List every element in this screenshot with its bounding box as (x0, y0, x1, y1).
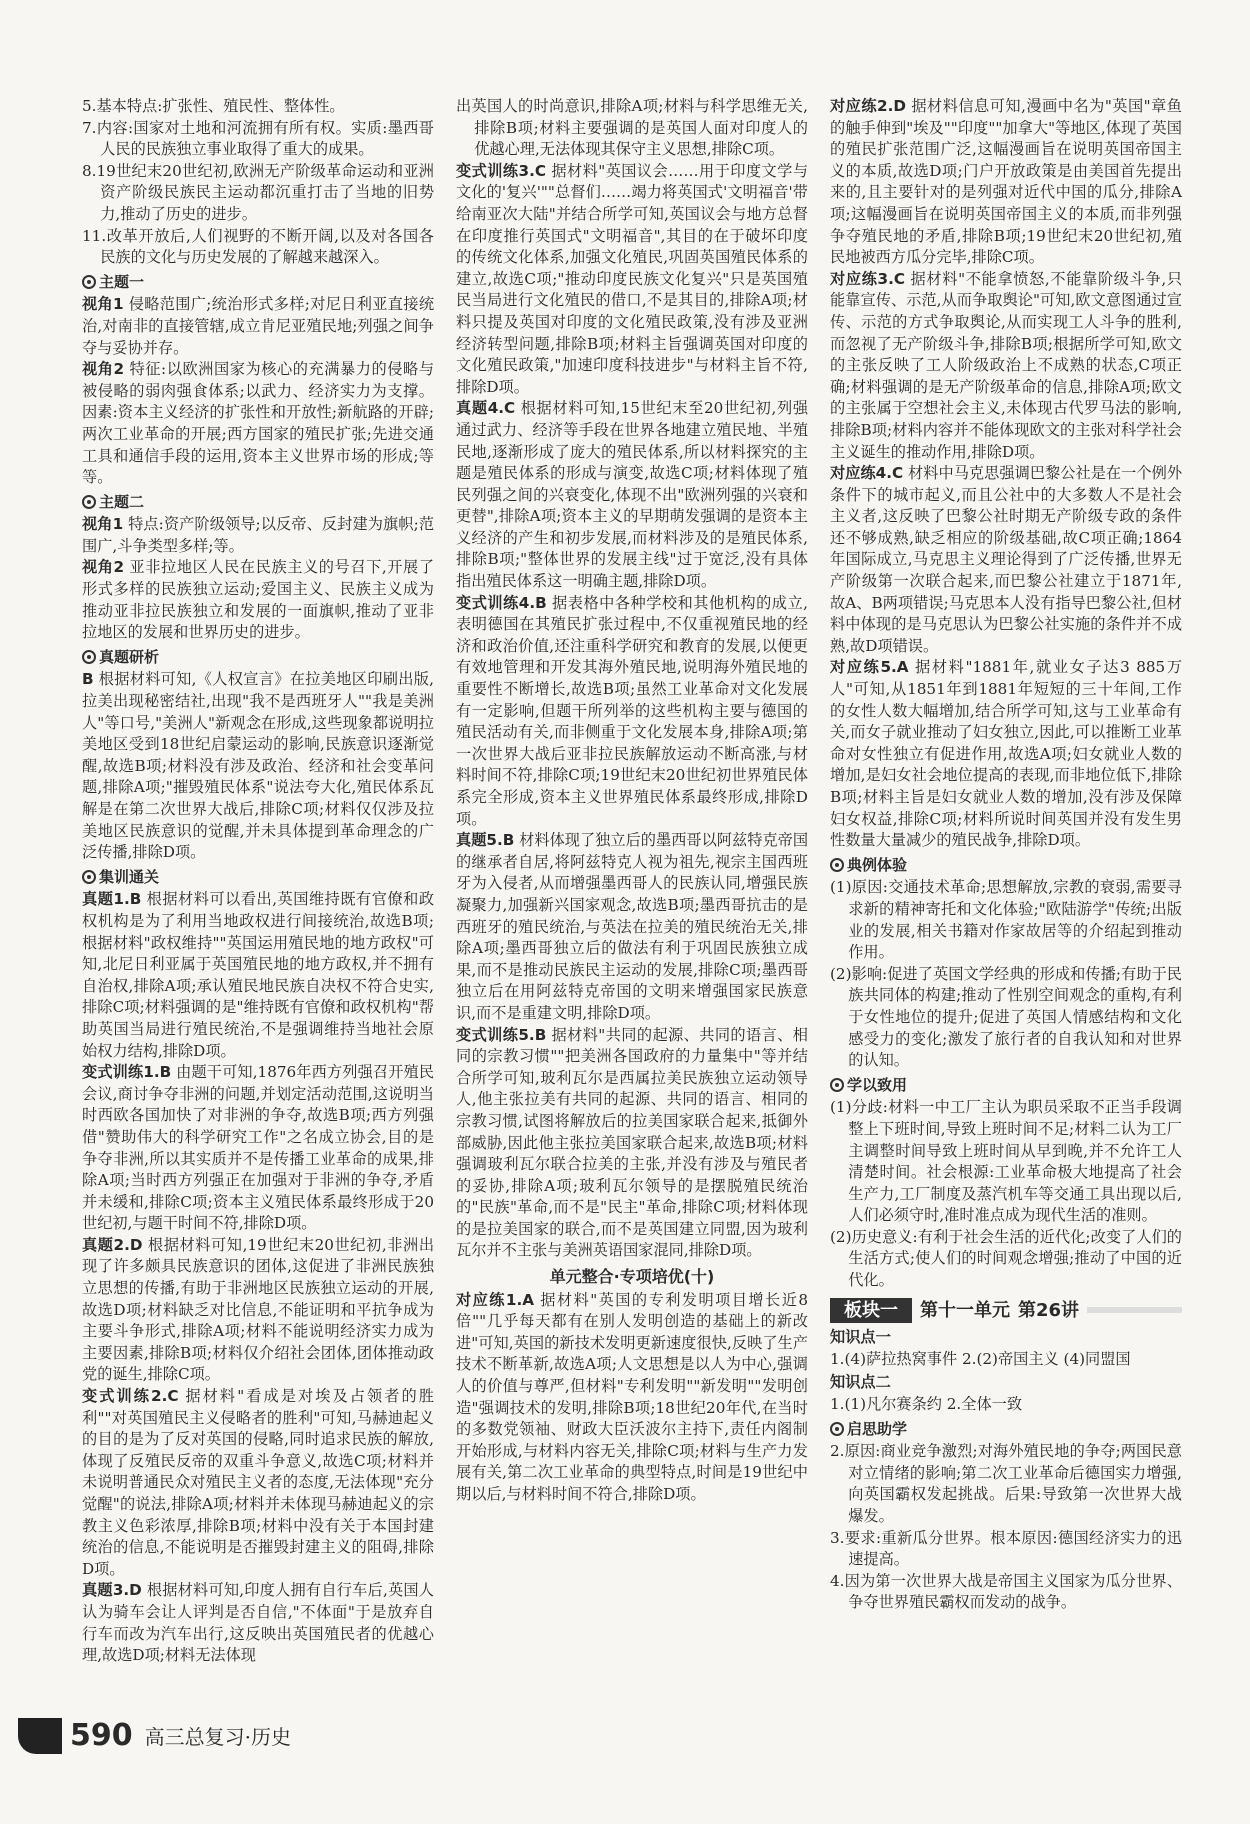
section-heading-text: 集训通关 (99, 867, 160, 886)
banner-tag: 板块一 (830, 1298, 912, 1324)
section-heading (82, 272, 434, 294)
section-heading-text: 真题研析 (99, 647, 160, 666)
paragraph (82, 294, 434, 359)
paragraph (82, 359, 434, 489)
bullseye-icon (82, 870, 96, 884)
column-left (82, 96, 434, 1667)
paragraph (830, 877, 1182, 963)
bullseye-icon (830, 1078, 844, 1092)
section-heading-text: 典例体验 (847, 855, 908, 874)
paragraph (82, 118, 434, 161)
answer-label: 真题5.B (456, 831, 515, 850)
paragraph (456, 161, 808, 399)
paragraph (830, 96, 1182, 269)
paragraph-text: 据表格中各种学校和其他机构的成立,表明德国在其殖民扩张过程中,不仅重视殖民地的经济和政治价值,还注重科学研究和教育的发展,以便更有效地管理和开发其海外殖民地,说明海外殖民地的重要性不断增长,故选B项;虽然工业革命对文化发展有一定影响,但题干所列举的这些机构主要与德国的殖民活动有关,而非侧重于文化发展本身,排除A项;第一次世界大战后亚非拉民族解放运动不断高涨,与材料时间不符,排除C项;19世纪末20世纪初世界殖民体系完全形成,资本主义世界殖民体系最终形成,排除D项。 (456, 593, 809, 828)
paragraph (456, 1290, 808, 1506)
paragraph-text: 据材料"共同的起源、共同的语言、相同的宗教习惯""把美洲各国政府的力量集中"等并结合所学可知,玻利瓦尔是西属拉美民族独立运动领导人,他主张拉美有共同的起源、共同的语言、相同的宗教习惯,试图将解放后的拉美国家联合起来,抵御外部威胁,因此他主张拉美国家联合起来,故选B项;材料强调玻利瓦尔联合拉美的主张,并没有涉及与殖民者的妥协,排除A项;玻利瓦尔领导的是摆脱殖民统治的"民族"革命,而不是"民主"革命,排除C项;材料体现的是拉美国家的联合,而不是英国建立同盟,因为玻利瓦尔并不主张与美洲英语国家混同,排除D项。 (456, 1025, 808, 1260)
paragraph-text: 材料中马克思强调巴黎公社是在一个例外条件下的城市起义,而且公社中的大多数人不是社会主义者,这反映了巴黎公社时期无产阶级专政的条件还不够成熟,缺乏相应的阶级基础,故C项正确;1864年国际成立,马克思主义理论得到了广泛传播,世界无产阶级第一次联合起来,而巴黎公社建立于1871年,故A、B两项错误;马克思本人没有指导巴黎公社,但材料中体现的是马克思认为巴黎公社实施的条件并不成熟,故D项错误。 (830, 464, 1183, 655)
answer-label: 对应练2.D (830, 97, 906, 115)
answer-label: 视角1 (82, 515, 124, 534)
paragraph (456, 398, 808, 592)
paragraph (830, 964, 1182, 1072)
paragraph-text: 1.(1)凡尔赛条约 2.全体一致 (830, 1395, 1023, 1414)
paragraph-text: 根据材料可知,《人权宣言》在拉美地区印刷出版,拉美出现秘密结社,出现"我不是西班牙人""我是美洲人"等口号,"美洲人"新观念在形成,这些现象都说明拉美地区受到18世纪启蒙运动的影响,民族意识逐渐觉醒,故选B项;材料没有涉及政治、经济和社会变革问题,排除A项;"摧毁殖民体系"说法夸大化,殖民体系瓦解是在第二次世界大战后,排除C项;材料仅仅涉及拉美地区民族意识的觉醒,并未具体提到革命理念的广泛传播,排除D项。 (82, 670, 435, 862)
answer-label: 对应练1.A (456, 1290, 535, 1309)
paragraph (830, 1394, 1182, 1416)
paragraph-text: 2.原因:商业竞争激烈;对海外殖民地的争夺;两国民意对立情绪的影响;第二次工业革命后德国实力增强,向英国霸权发起挑战。后果:导致第一次世界大战爆发。 (830, 1442, 1182, 1525)
paragraph (830, 1349, 1182, 1371)
paragraph-text: 亚非拉地区人民在民族主义的号召下,开展了形式多样的民族独立运动;爱国主义、民族主义成为推动亚非拉民族独立和发展的一面旗帜,推动了亚非拉地区的发展和世界历史的进步。 (82, 558, 435, 642)
paragraph-text: 特征:以欧洲国家为核心的充满暴力的侵略与被侵略的弱肉强食体系;以武力、经济实力为支撑。因素:资本主义经济的扩张性和开放性;新航路的开辟;两次工业革命的开展;西方国家的殖民扩张;先进交通工具和通信手段的运用,资本主义世界市场的形成;等等。 (82, 360, 435, 487)
paragraph (82, 1062, 434, 1235)
paragraph-text: 5.基本特点:扩张性、殖民性、整体性。 (82, 97, 345, 115)
paragraph-text: (2)历史意义:有利于社会生活的近代化;改变了人们的生活方式;使人们的时间观念增强;推动了中国的近代化。 (830, 1227, 1182, 1290)
paragraph (456, 1025, 808, 1263)
section-heading-text: 主题一 (99, 272, 145, 291)
paragraph-text: 据材料"1881年,就业女子达3 885万人"可知,从1851年到1881年短短的三十年间,工作的女性人数大幅增加,结合所学可知,这与工业革命有关,而女子就业推动了妇女独立,因此,可以推断工业革命对女性独立有促进作用,故选A项;妇女就业人数的增加,是妇女社会地位提高的表现,而非地位低下,排除B项;材料主旨是妇女就业人数的增加,没有涉及保障妇女权益,排除C项;材料所说时间英国并没有发生男性数量大量减少的殖民战争,排除D项。 (830, 658, 1183, 850)
knowledge-point-heading: 知识点二 (830, 1373, 891, 1392)
book-title: 高三总复习·历史 (144, 1725, 291, 1749)
paragraph-text: 3.要求:重新瓜分世界。根本原因:德国经济实力的迅速提高。 (830, 1528, 1182, 1569)
answer-label: 变式训练3.C (456, 161, 547, 180)
paragraph (82, 1386, 434, 1580)
answer-label: 视角1 (82, 295, 124, 314)
knowledge-point-heading: 知识点一 (830, 1328, 891, 1347)
section-heading (830, 1419, 1182, 1441)
bullseye-icon (830, 858, 844, 872)
paragraph-text: 由题干可知,1876年西方列强召开殖民会议,商讨争夺非洲的问题,并划定活动范围,这说明当时西欧各国加快了对非洲的争夺,故选B项;西方列强借"赞助伟大的科学研究工作"之名成立协会,目的是争夺非洲,所以其实质并不是传播工业革命的成果,排除A项;当时西方列强正在加强对于非洲的争夺,矛盾并未缓和,排除C项;资本主义殖民体系最终形成于20世纪初,与题干时间不符,排除D项。 (82, 1063, 435, 1233)
answer-label: 对应练5.A (830, 658, 909, 677)
paragraph-text: 材料体现了独立后的墨西哥以阿兹特克帝国的继承者自居,将阿兹特克人视为祖先,视宗主国西班牙为入侵者,从而增强墨西哥人的民族认同,增强民族凝聚力,加强新兴国家观念,故选B项;墨西哥抗击的是西班牙的殖民统治,与英法在拉美的殖民统治无关,排除A项;墨西哥独立后的做法有利于巩固民族独立成果,而不是推动民族民主运动的发展,排除C项;墨西哥独立后在用阿兹特克帝国的文明来增强国家民族意识,而不是重建文明,排除D项。 (456, 831, 809, 1022)
section-heading-text: 启思助学 (847, 1419, 908, 1438)
answer-label: 真题2.D (82, 1235, 143, 1254)
banner-lecture: 第26讲 (1018, 1299, 1080, 1321)
paragraph (82, 669, 434, 863)
paragraph (456, 96, 808, 161)
paragraph (82, 1235, 434, 1386)
section-heading-text: 学以致用 (847, 1075, 908, 1094)
paragraph-text: 据材料"英国的专利发明项目增长近8倍""几乎每天都有在别人发明创造的基础上的新改进"可知,英国的新技术发明更新速度很快,反映了生产技术不断革新,故选A项;人文思想是以人为中心,强调人的价值与尊严,但材料"专利发明""新发明""发明创造"强调技术的发明,排除B项;18世纪20年代,在当时的多数党领袖、财政大臣沃波尔主持下,责任内阁制开始形成,与材料内容无关,排除C项;材料与生产力发展有关,第二次工业革命的典型特点,时间是19世纪中期以后,与材料时间不符合,排除D项。 (456, 1290, 808, 1503)
bullseye-icon (82, 275, 96, 289)
section-heading-text: 主题二 (99, 492, 145, 511)
paragraph-text: 8.19世纪末20世纪初,欧洲无产阶级革命运动和亚洲资产阶级民族民主运动都沉重打击了当地的旧势力,推动了历史的进步。 (82, 161, 434, 223)
paragraph-text: 根据材料可知,印度人拥有自行车后,英国人认为骑车会让人评判是否自信,"不体面"于是放弃自行车而改为汽车出行,这反映出英国殖民者的优越心理,故选D项;材料无法体现 (82, 1581, 434, 1665)
answer-label: 视角2 (82, 558, 125, 577)
answer-label: B (82, 670, 94, 689)
section-heading (830, 855, 1182, 877)
paragraph (830, 657, 1182, 851)
lesson-banner (830, 1298, 1182, 1324)
answer-label: 变式训练5.B (456, 1025, 547, 1044)
paragraph (830, 1528, 1182, 1571)
section-heading (82, 492, 434, 514)
paragraph (830, 1571, 1182, 1614)
answer-label: 对应练4.C (830, 464, 904, 483)
paragraph-text: 出英国人的时尚意识,排除A项;材料与科学思维无关,排除B项;材料主要强调的是英国人面对印度人的优越心理,无法体现其保守主义思想,排除C项。 (456, 97, 808, 159)
answer-label: 变式训练4.B (456, 593, 547, 612)
paragraph (830, 463, 1182, 657)
bullseye-icon (82, 650, 96, 664)
answer-label: 变式训练2.C (82, 1387, 179, 1406)
paragraph-text: 特点:资产阶级领导;以反帝、反封建为旗帜;范围广,斗争类型多样;等。 (82, 515, 435, 555)
answer-label: 真题4.C (456, 399, 516, 418)
bullseye-icon (82, 495, 96, 509)
paragraph-text: 7.内容:国家对土地和河流拥有所有权。实质:墨西哥人民的民族独立事业取得了重大的成果。 (82, 118, 434, 159)
answer-label: 视角2 (82, 360, 125, 379)
column-right (830, 96, 1182, 1614)
section-heading (82, 867, 434, 889)
paragraph (82, 161, 434, 226)
paragraph-text: (1)原因:交通技术革命;思想解放,宗教的衰弱,需要寻求新的精神寄托和文化体验;"欧陆游学"传统;出版业的发展,相关书籍对作家故居等的介绍起到推动作用。 (830, 878, 1182, 962)
answer-label: 真题3.D (82, 1581, 142, 1600)
paragraph (456, 593, 808, 831)
paragraph-text: 根据材料可以看出,英国维持既有官僚和政权机构是为了利用当地政权进行间接统治,故选B项;根据材料"政权维持""英国运用殖民地的地方政权"可知,北尼日利亚属于英国殖民地的地方政权,并不拥有自治权,排除A项;承认殖民地民族自决权不符合史实,排除C项;材料强调的是"维持既有官僚和政权机构"帮助英国当局进行殖民统治,不是强调维持当地社会原始权力结构,排除D项。 (82, 890, 435, 1060)
paragraph-text: 根据材料可知,19世纪末20世纪初,非洲出现了许多颇具民族意识的团体,这促进了非洲民族独立思想的传播,有助于非洲地区民族独立运动的开展,故选D项;材料缺乏对比信息,不能证明和平抗争成为主要斗争形式,排除A项;材料不能说明经济实力成为主要因素,排除B项;材料仅介绍社会团体,团体推动政党的诞生,排除C项。 (82, 1235, 435, 1384)
bullseye-icon (830, 1422, 844, 1436)
paragraph-text: 1.(4)萨拉热窝事件 2.(2)帝国主义 (4)同盟国 (830, 1349, 1131, 1368)
paragraph (82, 514, 434, 557)
paragraph-text: 据材料"英国议会……用于印度文学与文化的'复兴'""总督们……竭力将英国式'文明福音'带给南亚次大陆"并结合所学可知,英国议会与地方总督在印度推行英国式"文明福音",其目的在于破坏印度的传统文化体系,加强文化殖民,巩固英国殖民体系的建立,故选C项;"推动印度民族文化复兴"只是英国殖民当局进行文化殖民的借口,不是其目的,排除A项;材料只提及英国对印度的文化殖民政策,没有涉及亚洲经济转型问题,排除B项;材料主旨强调英国对印度的文化殖民政策,"加速印度科技进步"与材料主旨不符,排除D项。 (456, 161, 809, 396)
answer-label: 真题1.B (82, 890, 142, 909)
paragraph (82, 226, 434, 269)
paragraph (82, 889, 434, 1062)
paragraph (830, 1097, 1182, 1227)
paragraph-text: 据材料信息可知,漫画中名为"英国"章鱼的触手伸到"埃及""印度""加拿大"等地区,体现了英国的殖民扩张范围广泛,这幅漫画旨在说明英国帝国主义的本质,故选D项;门户开放政策是由美国首先提出来的,且主要针对的是列强对近代中国的瓜分,排除A项;这幅漫画旨在说明英国帝国主义的本质,而非列强争夺殖民地的矛盾,排除B项;19世纪末20世纪初,殖民地被西方瓜分完毕,排除C项。 (830, 97, 1182, 267)
paragraph (830, 1227, 1182, 1292)
paragraph-text: 据材料"看成是对埃及占领者的胜利""对英国殖民主义侵略者的胜利"可知,马赫迪起义的目的是为了反对英国的侵略,同时追求民族的解放,体现了反殖民反帝的双重斗争意义,故选C项;材料并未说明普通民众对殖民主义者的态度,无法体现"充分觉醒"的说法,排除A项;材料并未体现马赫迪起义的宗教主义色彩浓厚,排除B项;材料中没有关于本国封建统治的信息,不能说明是否摧毁封建主义的阻碍,排除D项。 (82, 1387, 434, 1578)
answer-label: 对应练3.C (830, 269, 906, 288)
paragraph-text: 据材料"不能拿愤怒,不能靠阶级斗争,只能靠宣传、示范,从而争取舆论"可知,欧文意图通过宣传、示范的方式争取舆论,从而实现工人斗争的胜利,而忽视了无产阶级斗争,排除B项;根据所学可知,欧文的主张反映了工人阶级政治上不成熟的状态,C项正确;材料强调的是无产阶级革命的信息,排除A项;欧文的主张属于空想社会主义,未体现古代罗马法的影响,排除B项;材料内容并不能体现欧文的主张对科学社会主义诞生的推动作用,排除D项。 (830, 269, 1183, 461)
answer-label: 变式训练1.B (82, 1063, 172, 1082)
page-footer (18, 1706, 291, 1754)
section-heading (82, 647, 434, 669)
footer-bar-decoration (18, 1718, 62, 1754)
paragraph-text: (1)分歧:材料一中工厂主认为职员采取不正当手段调整上下班时间,导致上班时间不足;材料二认为工厂主调整时间导致上班时间从早到晚,并不允许工人清楚时间。社会根源:工业革命极大地提高了社会生产力,工厂制度及蒸汽机车等交通工具出现以后,人们必须守时,准时准点成为现代生活的准则。 (830, 1098, 1182, 1225)
section-heading (830, 1075, 1182, 1097)
banner-rule (1087, 1307, 1182, 1313)
paragraph (82, 96, 434, 118)
unit-summary-title: 单元整合·专项培优(十) (549, 1267, 715, 1287)
paragraph-text: 根据材料可知,15世纪末至20世纪初,列强通过武力、经济等手段在世界各地建立殖民地、半殖民地,逐渐形成了庞大的殖民体系,所以材料探究的主题是殖民体系的形成与演变,故选C项;材料体现了殖民列强之间的兴衰变化,体现不出"欧洲列强的兴衰和更替",排除A项;资本主义的早期萌发强调的是资本主义经济的产生和初步发展,而材料涉及的是殖民体系,排除B项;"整体世界的发展主线"过于宽泛,没有具体指出殖民体系这一明确主题,排除D项。 (456, 399, 809, 591)
paragraph (830, 269, 1182, 463)
paragraph (456, 830, 808, 1024)
paragraph (830, 1441, 1182, 1527)
banner-unit: 第十一单元 (920, 1299, 1010, 1321)
paragraph-text: 侵略范围广;统治形式多样;对尼日利亚直接统治,对南非的直接管辖,成立肯尼亚殖民地;列强之间争夺与妥协并存。 (82, 295, 435, 357)
paragraph-text: (2)影响:促进了英国文学经典的形成和传播;有助于民族共同体的构建;推动了性别空间观念的重构,有利于女性地位的提升;促进了英国人情感结构和文化感受力的变化;激发了旅行者的自我认知和对世界的认知。 (830, 964, 1182, 1070)
paragraph (82, 557, 434, 643)
paragraph (82, 1580, 434, 1666)
column-middle (456, 96, 808, 1506)
paragraph-text: 4.因为第一次世界大战是帝国主义国家为瓜分世界、争夺世界殖民霸权而发动的战争。 (830, 1571, 1182, 1612)
page-number: 590 (70, 1718, 133, 1753)
paragraph-text: 11.改革开放后,人们视野的不断开阔,以及对各国各民族的文化与历史发展的了解越来越深入。 (82, 226, 434, 267)
